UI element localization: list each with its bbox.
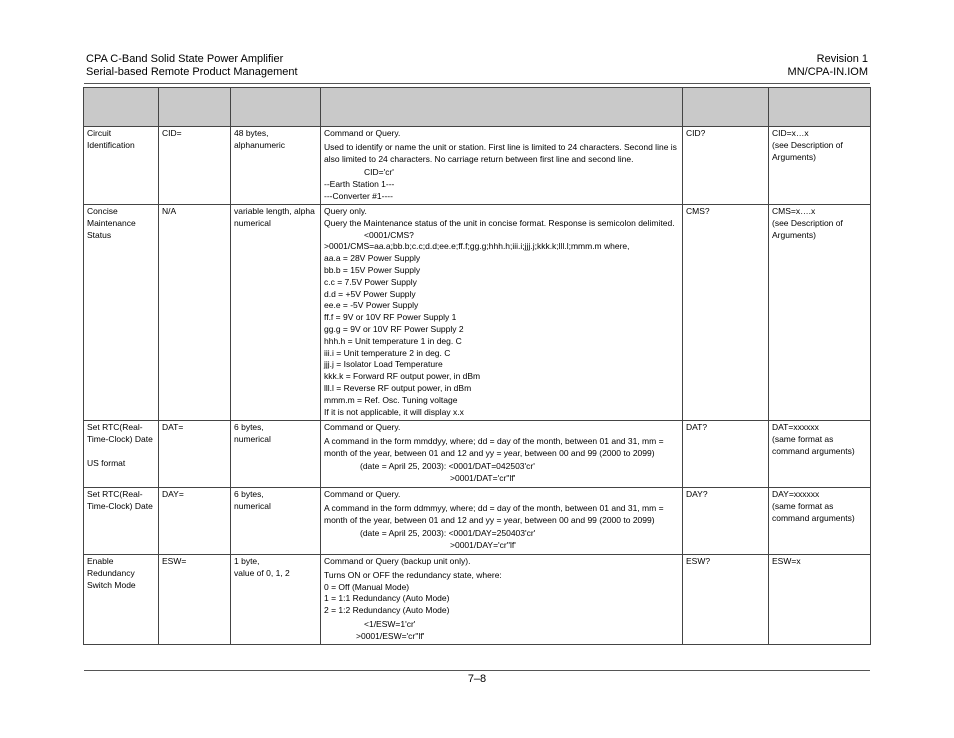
header-divider: [84, 83, 870, 84]
table-header-row: [84, 88, 871, 127]
instruction-code-cell: CID=: [159, 127, 231, 205]
document-number: MN/CPA-IN.IOM: [787, 65, 868, 78]
parameter-name-cell: Concise Maintenance Status: [84, 205, 159, 421]
description-cell: Query only. Query the Maintenance status of the unit in concise format. Response is semicolon delimited. <0001/CMS? >0001/CMS=aa.a;bb.b;c.c;d.d;ee.e;ff.f;gg.g;hhh.h;iii.i;jjj.j;kkk.k;lll.l;mmm.m where, aa.a = 28V Power Supply bb.b = 15V Power Supply c.c = 7.5V Power Supply d.d = +5V Power Supply ee.e = -5V Power Supply ff.f = 9V or 10V RF Power Supply 1 gg.g = 9V or 10V RF Power Supply 2 hhh.h = Unit temperature 1 in deg. C iii.i = Unit temperature 2 in deg. C jjj.j = Isolator Load Temperature kkk.k = Forward RF output power, in dBm lll.l = Reverse RF output power, in dBm mmm.m = Ref. Osc. Tuning voltage If it is not applicable, it will display x.x: [321, 205, 683, 421]
instruction-code-cell: DAT=: [159, 421, 231, 488]
description-cell: Command or Query. Used to identify or name the unit or station. First line is limited to 24 characters. Second line is also limited to 24 characters. No carriage return between first line and second line. CID='cr' --Earth Station 1--- ---Converter #1----: [321, 127, 683, 205]
arguments-cell: 6 bytes, numerical: [231, 421, 321, 488]
revision-label: Revision 1: [816, 53, 868, 65]
table-row: [84, 488, 871, 555]
query-cell: ESW?: [683, 555, 769, 645]
query-cell: DAT?: [683, 421, 769, 488]
document-header-right: [788, 53, 868, 78]
header-cell-query: [683, 88, 769, 127]
query-cell: DAY?: [683, 488, 769, 555]
parameter-name-cell: Circuit Identification: [84, 127, 159, 205]
header-cell-description: [321, 88, 683, 127]
response-cell: CID=x…x (see Description of Arguments): [769, 127, 871, 205]
header-cell-response: [769, 88, 871, 127]
header-cell-parameter-type: [84, 88, 159, 127]
table-row: [84, 127, 871, 205]
query-cell: CMS?: [683, 205, 769, 421]
parameter-name-cell: Enable Redundancy Switch Mode: [84, 555, 159, 645]
document-header-left: [86, 53, 298, 78]
table-row: [84, 555, 871, 645]
table-row: [84, 205, 871, 421]
arguments-cell: 6 bytes, numerical: [231, 488, 321, 555]
response-cell: ESW=x: [769, 555, 871, 645]
query-cell: CID?: [683, 127, 769, 205]
response-cell: CMS=x….x (see Description of Arguments): [769, 205, 871, 421]
response-cell: DAY=xxxxxx (same format as command arguments): [769, 488, 871, 555]
instruction-code-cell: DAY=: [159, 488, 231, 555]
document-title: CPA C-Band Solid State Power Amplifier: [86, 53, 284, 65]
page-number: 7–8: [467, 673, 487, 685]
header-cell-command-instruction: [159, 88, 231, 127]
instruction-code-cell: N/A: [159, 205, 231, 421]
arguments-cell: variable length, alpha numerical: [231, 205, 321, 421]
parameter-name-cell: Set RTC(Real-Time-Clock) Date: [84, 488, 159, 555]
description-cell: Command or Query. A command in the form ddmmyy, where; dd = day of the month, between 01 and 31, mm = month of the year, between 01 and 12 and yy = year, between 00 and 99 (2000 to 2099) (date = April 25, 2003): <0001/DAY=250403'cr' >0001/DAY='cr''lf': [321, 488, 683, 555]
table-row: [84, 421, 871, 488]
document-subtitle: Serial-based Remote Product Management: [86, 65, 298, 78]
instruction-code-cell: ESW=: [159, 555, 231, 645]
arguments-cell: 48 bytes, alphanumeric: [231, 127, 321, 205]
footer-divider: [84, 670, 870, 671]
header-cell-arguments: [231, 88, 321, 127]
remote-commands-table: [83, 87, 871, 645]
arguments-cell: 1 byte, value of 0, 1, 2: [231, 555, 321, 645]
description-cell: Command or Query (backup unit only). Turns ON or OFF the redundancy state, where: 0 = Off (Manual Mode) 1 = 1:1 Redundancy (Auto Mode) 2 = 1:2 Redundancy (Auto Mode) <1/ESW=1'cr' >0001/ESW='cr''lf': [321, 555, 683, 645]
parameter-name-cell: Set RTC(Real-Time-Clock) Date US format: [84, 421, 159, 488]
response-cell: DAT=xxxxxx (same format as command arguments): [769, 421, 871, 488]
description-cell: Command or Query. A command in the form mmddyy, where; dd = day of the month, between 01 and 31, mm = month of the year, between 01 and 12 and yy = year, between 00 and 99 (2000 to 2099) (date = April 25, 2003): <0001/DAT=042503'cr' >0001/DAT='cr''lf': [321, 421, 683, 488]
